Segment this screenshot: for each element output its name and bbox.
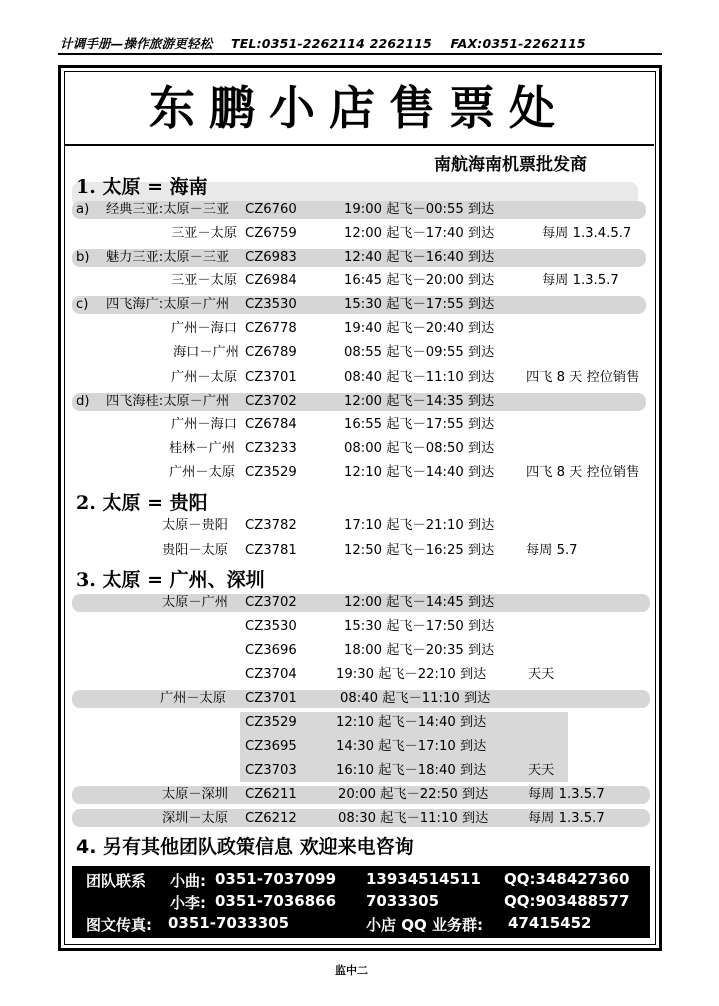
route: 贵阳－太原 bbox=[162, 543, 228, 558]
team-contact-label: 团队联系 bbox=[86, 872, 147, 890]
schedule: 08:30 起飞－11:10 到达 bbox=[338, 811, 489, 826]
contact-phone-2: 0351-7036866 bbox=[215, 892, 337, 910]
flight-number: CZ6759 bbox=[245, 226, 297, 241]
schedule: 17:10 起飞－21:10 到达 bbox=[344, 518, 495, 533]
page-title: 东鹏小店售票处 bbox=[149, 81, 569, 135]
flight-number: CZ6778 bbox=[245, 321, 297, 336]
route: 广州－太原 bbox=[160, 691, 226, 706]
schedule: 18:00 起飞－20:35 到达 bbox=[344, 643, 495, 658]
route: 四飞海桂:太原－广州 bbox=[106, 394, 230, 409]
flight-number: CZ3704 bbox=[245, 667, 297, 682]
qq-group-label: 小店 QQ 业务群: bbox=[366, 916, 483, 934]
route: 经典三亚:太原－三亚 bbox=[106, 202, 230, 217]
other-policies-note: 4. 另有其他团队政策信息 欢迎来电咨询 bbox=[76, 836, 414, 858]
schedule: 12:10 起飞－14:40 到达 bbox=[344, 465, 495, 480]
frequency-note: 每周 1.3.5.7 bbox=[528, 787, 605, 802]
route: 四飞海广:太原－广州 bbox=[106, 297, 230, 312]
flight-number: CZ3233 bbox=[245, 441, 297, 456]
section-heading-guiyang: 2. 太原 = 贵阳 bbox=[76, 492, 208, 514]
frequency-note: 天天 bbox=[528, 667, 555, 682]
flight-number: CZ3695 bbox=[245, 739, 297, 754]
schedule: 08:55 起飞－09:55 到达 bbox=[344, 345, 495, 360]
contact-phone-1: 0351-7037099 bbox=[215, 870, 337, 888]
flight-number: CZ3529 bbox=[245, 465, 297, 480]
contact-qq-2: QQ:903488577 bbox=[504, 892, 630, 910]
schedule: 12:00 起飞－14:45 到达 bbox=[344, 595, 495, 610]
schedule: 12:00 起飞－17:40 到达 bbox=[344, 226, 495, 241]
frequency-note: 每周 5.7 bbox=[526, 543, 578, 558]
flight-number: CZ3529 bbox=[245, 715, 297, 730]
schedule: 16:10 起飞－18:40 到达 bbox=[336, 763, 487, 778]
schedule: 12:50 起飞－16:25 到达 bbox=[344, 543, 495, 558]
route: 广州－太原 bbox=[169, 465, 235, 480]
contact-name-2: 小李: bbox=[170, 894, 206, 912]
flight-number: CZ6211 bbox=[245, 787, 297, 802]
schedule: 08:40 起飞－11:10 到达 bbox=[344, 370, 495, 385]
schedule: 16:45 起飞－20:00 到达 bbox=[344, 273, 495, 288]
schedule: 15:30 起飞－17:50 到达 bbox=[344, 619, 495, 634]
row-tag: d) bbox=[76, 394, 90, 409]
schedule: 19:00 起飞－00:55 到达 bbox=[344, 202, 495, 217]
route: 广州－海口 bbox=[171, 417, 237, 432]
frequency-note: 每周 1.3.4.5.7 bbox=[542, 226, 632, 241]
flight-number: CZ3701 bbox=[245, 370, 297, 385]
frequency-note: 每周 1.3.5.7 bbox=[528, 811, 605, 826]
contact-mobile-2: 7033305 bbox=[366, 892, 440, 910]
route: 三亚－太原 bbox=[171, 273, 237, 288]
route: 太原－广州 bbox=[162, 595, 228, 610]
header-fax: FAX:0351-2262115 bbox=[450, 36, 586, 51]
schedule: 19:30 起飞－22:10 到达 bbox=[336, 667, 487, 682]
row-tag: c) bbox=[76, 297, 89, 312]
route: 海口－广州 bbox=[173, 345, 239, 360]
title-rule bbox=[64, 144, 654, 146]
qq-group-number: 47415452 bbox=[508, 914, 592, 932]
header-rule bbox=[58, 53, 662, 55]
schedule: 08:00 起飞－08:50 到达 bbox=[344, 441, 495, 456]
route: 魅力三亚:太原－三亚 bbox=[106, 250, 230, 265]
route: 深圳－太原 bbox=[162, 811, 228, 826]
flight-number: CZ6983 bbox=[245, 250, 297, 265]
fax-label: 图文传真: bbox=[86, 916, 152, 934]
route: 桂林－广州 bbox=[169, 441, 235, 456]
section-heading-guangzhou: 3. 太原 = 广州、深圳 bbox=[76, 569, 265, 591]
flight-number: CZ3702 bbox=[245, 595, 297, 610]
schedule: 16:55 起飞－17:55 到达 bbox=[344, 417, 495, 432]
flight-number: CZ6784 bbox=[245, 417, 297, 432]
flight-number: CZ3702 bbox=[245, 394, 297, 409]
flight-number: CZ3530 bbox=[245, 297, 297, 312]
flight-number: CZ6212 bbox=[245, 811, 297, 826]
row-tag: a) bbox=[76, 202, 90, 217]
route: 广州－太原 bbox=[171, 370, 237, 385]
route: 广州－海口 bbox=[171, 321, 237, 336]
flight-number: CZ3703 bbox=[245, 763, 297, 778]
schedule: 19:40 起飞－20:40 到达 bbox=[344, 321, 495, 336]
route: 太原－深圳 bbox=[162, 787, 228, 802]
flight-number: CZ3781 bbox=[245, 543, 297, 558]
contact-box bbox=[72, 866, 650, 938]
schedule: 08:40 起飞－11:10 到达 bbox=[340, 691, 491, 706]
route: 三亚－太原 bbox=[171, 226, 237, 241]
contact-qq-1: QQ:348427360 bbox=[504, 870, 630, 888]
schedule: 14:30 起飞－17:10 到达 bbox=[336, 739, 487, 754]
frequency-note: 天天 bbox=[528, 763, 555, 778]
page-footer: 监中二 bbox=[335, 964, 368, 977]
flight-number: CZ6789 bbox=[245, 345, 297, 360]
subtitle: 南航海南机票批发商 bbox=[434, 155, 587, 175]
flight-number: CZ6760 bbox=[245, 202, 297, 217]
flight-number: CZ3701 bbox=[245, 691, 297, 706]
row-tag: b) bbox=[76, 250, 90, 265]
flight-number: CZ3782 bbox=[245, 518, 297, 533]
schedule: 12:00 起飞－14:35 到达 bbox=[344, 394, 495, 409]
schedule: 12:40 起飞－16:40 到达 bbox=[344, 250, 495, 265]
flight-number: CZ6984 bbox=[245, 273, 297, 288]
schedule: 15:30 起飞－17:55 到达 bbox=[344, 297, 495, 312]
fax-number: 0351-7033305 bbox=[168, 914, 290, 932]
frequency-note: 四飞 8 天 控位销售 bbox=[526, 370, 640, 385]
section-heading-hainan: 1. 太原 = 海南 bbox=[76, 176, 208, 198]
contact-name-1: 小曲: bbox=[170, 872, 206, 890]
route: 太原－贵阳 bbox=[162, 518, 228, 533]
header-line bbox=[60, 34, 660, 52]
header-tel: TEL:0351-2262114 2262115 bbox=[230, 36, 432, 51]
frequency-note: 每周 1.3.5.7 bbox=[542, 273, 619, 288]
flight-number: CZ3696 bbox=[245, 643, 297, 658]
header-slogan: 计调手册—操作旅游更轻松 bbox=[60, 36, 213, 51]
frequency-note: 四飞 8 天 控位销售 bbox=[526, 465, 640, 480]
schedule: 20:00 起飞－22:50 到达 bbox=[338, 787, 489, 802]
schedule: 12:10 起飞－14:40 到达 bbox=[336, 715, 487, 730]
flight-number: CZ3530 bbox=[245, 619, 297, 634]
contact-mobile-1: 13934514511 bbox=[366, 870, 481, 888]
